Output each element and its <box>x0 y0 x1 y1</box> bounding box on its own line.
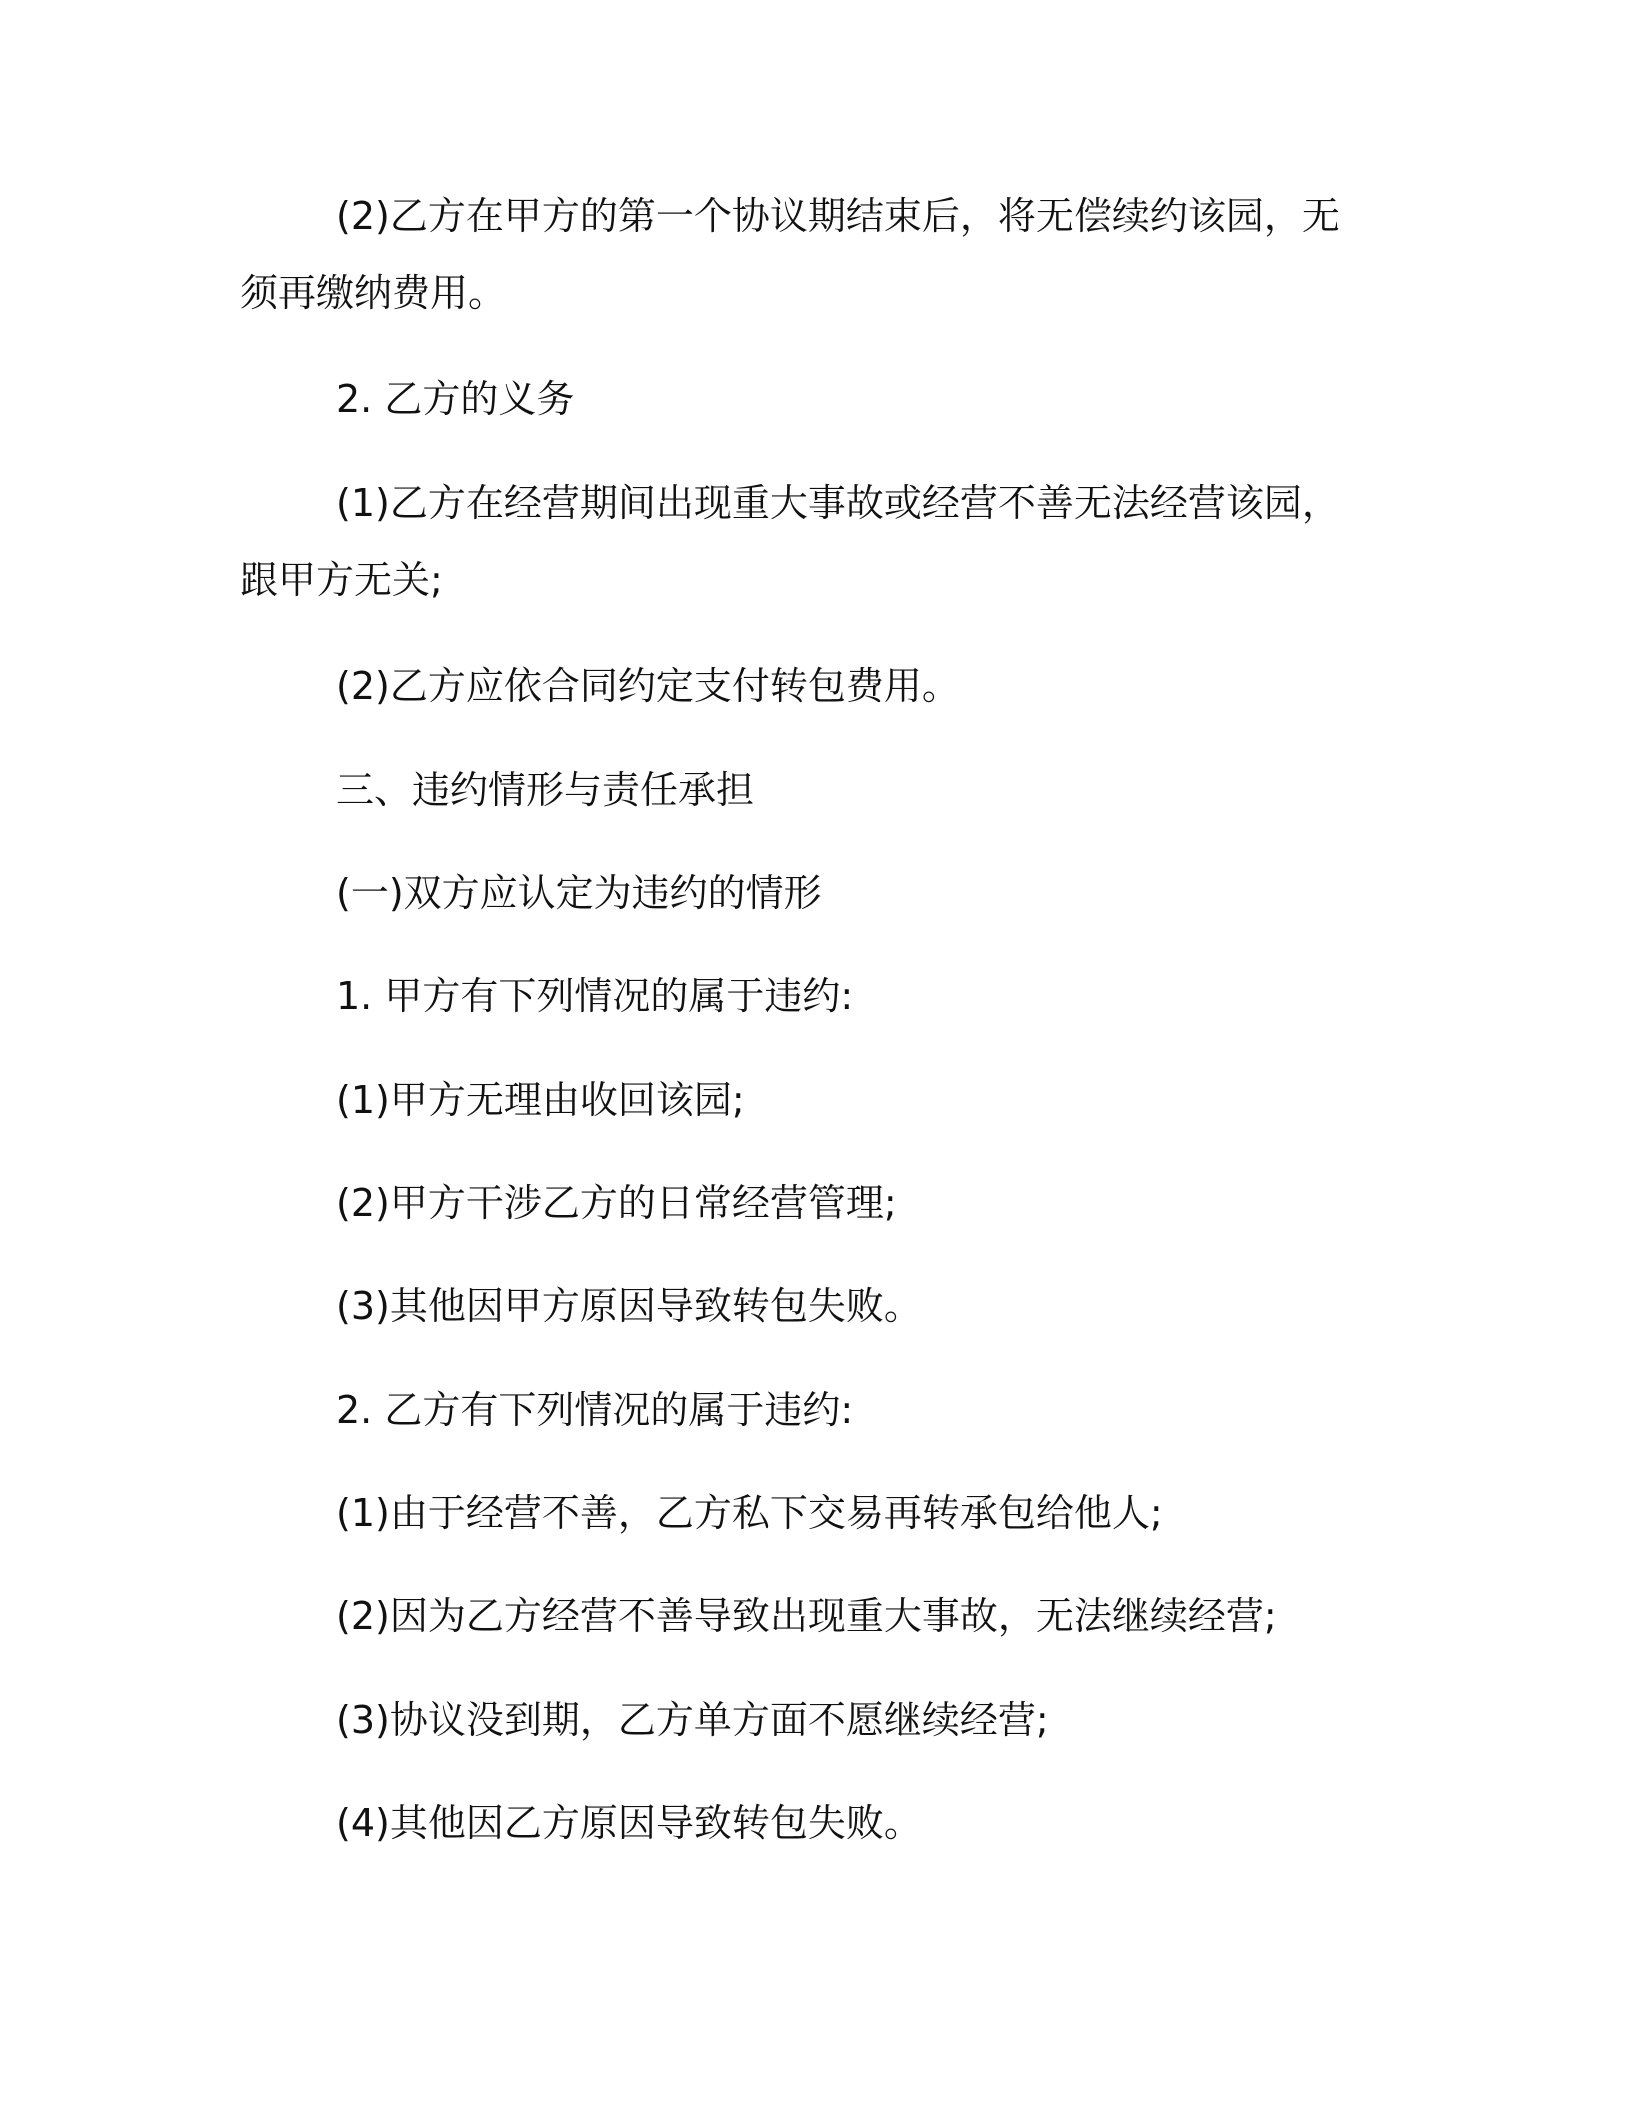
heading-party-b-breach: 2. 乙方有下列情况的属于违约: <box>336 1388 854 1432</box>
heading-breach-and-liability: 三、违约情形与责任承担 <box>336 768 755 812</box>
list-item-party-b-2: (2)因为乙方经营不善导致出现重大事故，无法继续经营; <box>336 1594 1277 1638</box>
list-item-party-b-1: (1)由于经营不善，乙方私下交易再转承包给他人; <box>336 1491 1163 1535</box>
heading-party-a-breach: 1. 甲方有下列情况的属于违约: <box>336 974 854 1018</box>
list-item-party-a-1: (1)甲方无理由收回该园; <box>336 1078 745 1122</box>
list-item-party-a-2: (2)甲方干涉乙方的日常经营管理; <box>336 1181 897 1225</box>
heading-breach-situations: (一)双方应认定为违约的情形 <box>336 871 822 915</box>
paragraph-obligation-1: (1)乙方在经营期间出现重大事故或经营不善无法经营该园，跟甲方无关; <box>240 481 1340 602</box>
paragraph-renewal-clause: (2)乙方在甲方的第一个协议期结束后，将无偿续约该园，无须再缴纳费用。 <box>240 194 1340 315</box>
heading-party-b-obligations: 2. 乙方的义务 <box>336 377 575 421</box>
list-item-party-b-3: (3)协议没到期，乙方单方面不愿继续经营; <box>336 1698 1049 1742</box>
list-item-party-a-3: (3)其他因甲方原因导致转包失败。 <box>336 1284 922 1328</box>
paragraph-obligation-2: (2)乙方应依合同约定支付转包费用。 <box>336 664 960 708</box>
list-item-party-b-4: (4)其他因乙方原因导致转包失败。 <box>336 1801 922 1845</box>
